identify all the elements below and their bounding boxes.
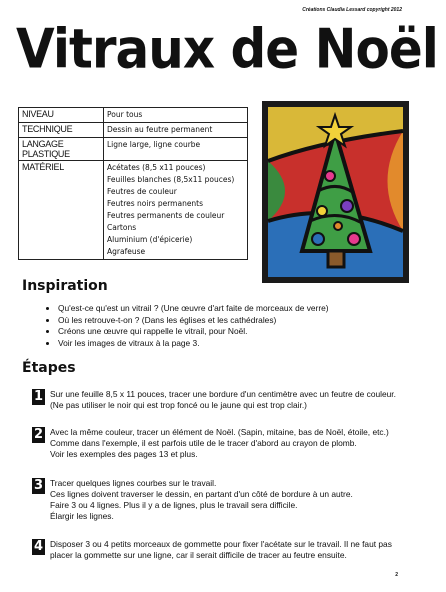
step-text: Faire 3 ou 4 lignes. Plus il y a de lignes, plus le travail sera difficile. — [50, 500, 298, 510]
stained-glass-tree-image — [262, 101, 409, 283]
info-key: LANGAGE PLASTIQUE — [19, 138, 104, 161]
step-number: 3 — [33, 478, 44, 493]
step-text: Ces lignes doivent traverser le dessin, en partant d'un côté de bordure à un autre. — [50, 489, 353, 499]
info-value: Acétates (8,5 x11 pouces) Feuilles blanches (8,5x11 pouces) Feutres de couleur Feutres noirs permanents Feutres permanents de couleur Cartons Aluminium (d'épicerie) Agrafeuse — [104, 161, 248, 260]
table-row — [19, 161, 248, 260]
step-number: 1 — [33, 389, 44, 404]
inspiration-list — [46, 303, 329, 349]
step-text: Élargir les lignes. — [50, 511, 114, 521]
info-value: Ligne large, ligne courbe — [104, 138, 248, 161]
step-number: 4 — [33, 539, 44, 554]
step-text: Voir les exemples des pages 13 et plus. — [50, 449, 198, 459]
page-number: 2 — [395, 572, 398, 578]
step-3 — [32, 478, 402, 522]
list-item: • Qu'est-ce qu'est un vitrail ? (Une œuvre d'art faite de morceaux de verre) — [58, 303, 329, 315]
info-table — [18, 107, 248, 260]
credit-line: Créations Claudia Lessard copyright 2012 — [302, 7, 402, 13]
list-item: • Voir les images de vitraux à la page 3. — [58, 338, 329, 350]
step-text: Comme dans l'exemple, il est parfois utile de le tracer d'abord au crayon de plomb. — [50, 438, 357, 448]
list-item: • Où les retrouve-t-on ? (Dans les églises et les cathédrales) — [58, 315, 329, 327]
step-text: Disposer 3 ou 4 petits morceaux de gommette pour fixer l'acétate sur le travail. Il ne faut pas placer la gommette sur une ligne, car il serait difficile de tracer au feutre ensuite. — [50, 539, 392, 560]
step-number: 2 — [33, 427, 44, 442]
step-2 — [32, 427, 402, 460]
step-text: Avec la même couleur, tracer un élément de Noël. (Sapin, mitaine, bas de Noël, étoile, etc.) — [50, 427, 389, 437]
step-text: Tracer quelques lignes courbes sur le travail. — [50, 478, 217, 488]
info-value: Pour tous — [104, 108, 248, 123]
inspiration-heading: Inspiration — [22, 278, 108, 294]
step-4 — [32, 539, 402, 561]
list-item: • Créons une œuvre qui rappelle le vitrail, pour Noël. — [58, 326, 329, 338]
table-row — [19, 108, 248, 123]
info-key: MATÉRIEL — [19, 161, 104, 260]
page-title: Vitraux de Noël — [16, 17, 438, 81]
step-text: Sur une feuille 8,5 x 11 pouces, tracer une bordure d'un centimètre avec un feutre de couleur. (Ne pas utiliser le noir qui est trop foncé ou le jaune qui est trop clair.) — [50, 389, 396, 410]
step-1 — [32, 389, 402, 411]
info-key: TECHNIQUE — [19, 123, 104, 138]
table-row — [19, 138, 248, 161]
info-value: Dessin au feutre permanent — [104, 123, 248, 138]
info-key: NIVEAU — [19, 108, 104, 123]
table-row — [19, 123, 248, 138]
etapes-heading: Étapes — [22, 360, 76, 376]
